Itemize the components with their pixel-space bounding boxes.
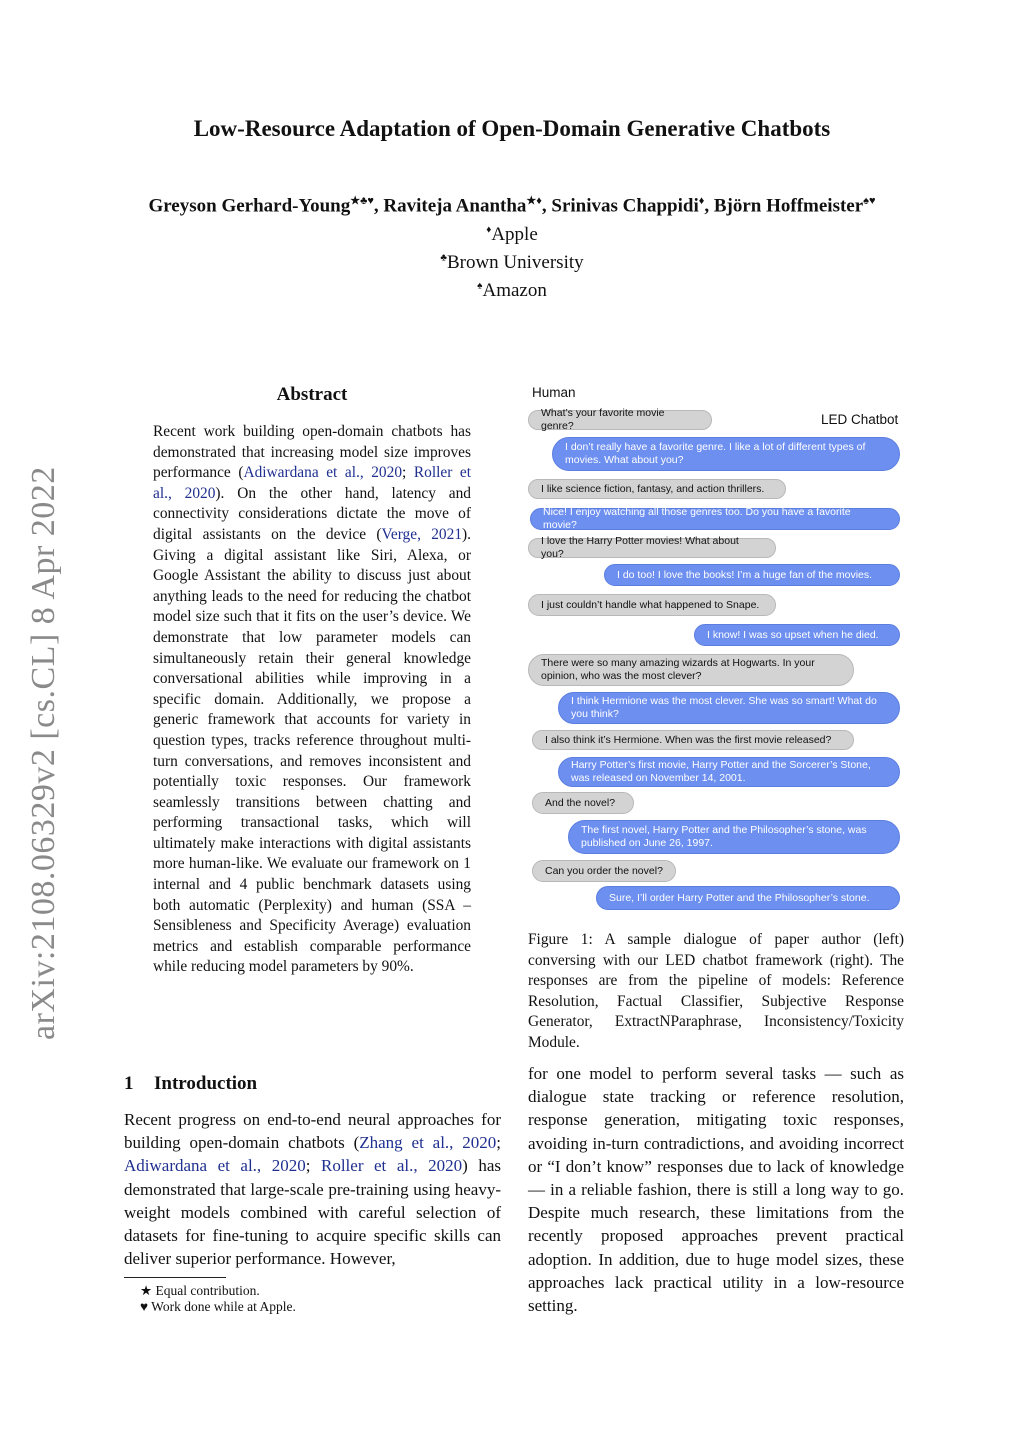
chat-message-human: What’s your favorite movie genre? <box>528 410 712 430</box>
citation-link[interactable]: Zhang et al., 2020 <box>359 1133 497 1153</box>
affiliation-apple: ♦Apple <box>486 224 538 245</box>
abstract-heading: Abstract <box>276 384 348 405</box>
chat-message-bot: Harry Potter’s first movie, Harry Potter and the Sorcerer’s Stone, was released on November 14, 2001. <box>558 757 900 787</box>
citation-link[interactable]: Adiwardana et al., 2020 <box>243 464 403 482</box>
introduction-continuation: for one model to perform several tasks — such as dialogue state tracking or reference resolution, response generation, mitigating toxic responses, avoiding in-turn contradictions, and avoiding incorrect or “I don’t know” responses due to lack of knowledge — in a reliable fashion, there is still a long way to go. Despite much research, these limitations from the recently proposed approaches prevent practical adoption. In addition, due to huge model sizes, these approaches lack practical utility in a low-resource setting. <box>528 1064 904 1316</box>
section-heading: 1 Introduction <box>124 1073 258 1094</box>
chat-message-bot: The first novel, Harry Potter and the Philosopher’s stone, was published on June 26, 1997. <box>568 820 900 854</box>
chat-message-human: There were so many amazing wizards at Hogwarts. In your opinion, who was the most clever? <box>528 654 854 686</box>
chat-message-bot: Sure, I’ll order Harry Potter and the Philosopher’s stone. <box>596 886 900 910</box>
footnote-rule <box>124 1277 226 1278</box>
chat-message-bot: I know! I was so upset when he died. <box>694 624 900 646</box>
chat-message-human: I just couldn’t handle what happened to Snape. <box>528 594 776 616</box>
bot-label: LED Chatbot <box>821 412 899 427</box>
author-marks: ★♣♥ <box>350 195 374 207</box>
citation-link[interactable]: Roller et al., 2020 <box>320 1156 463 1176</box>
chat-message-bot: I do too! I love the books! I’m a huge fan of the movies. <box>604 564 900 586</box>
citation-link[interactable]: Roller et al., 2020 <box>153 464 472 502</box>
abstract-text: Recent work building open-domain chatbots has demonstrated that increasing model size improves performance (Adiwardana et al., 2020; Roller et al., 2020). On the other hand, latency and connectivity considerations dictate the move of digital assistants on the device (Verge, 2021). Giving a digital assistant like Siri, Alexa, or Google Assistant the ability to discuss just about anything leads to the need for reducing the chatbot model size such that it fits on the user’s device. We demonstrate that low parameter models can simultaneously retain their general knowledge conversational abilities while improving in a specific domain. Additionally, we propose a generic framework that accounts for variety in question types, tracks reference throughout multi-turn conversations, and removes inconsistent and potentially toxic responses. Our framework seamlessly transitions between chatting and performing transactional tasks, which will ultimately make interactions with digital assistants more human-like. We evaluate our framework on 1 internal and 4 public benchmark datasets using both automatic (Perplexity) and human (SSA – Sensibleness and Specificity Average) evaluation metrics and establish comparable performance while reducing model parameters by 90%. <box>153 423 472 976</box>
chat-message-human: I like science fiction, fantasy, and action thrillers. <box>528 479 786 499</box>
human-label: Human <box>532 385 576 400</box>
affiliation-brown: ♣Brown University <box>440 252 584 273</box>
arxiv-stamp: arXiv:2108.06329v2 [cs.CL] 8 Apr 2022 <box>25 466 62 1040</box>
author-name: Greyson Gerhard-Young <box>148 195 351 217</box>
chat-message-human: I also think it’s Hermione. When was the first movie released? <box>532 730 854 750</box>
chat-message-human: I love the Harry Potter movies! What about you? <box>528 538 776 558</box>
footnote: ♥ Work done while at Apple. <box>140 1299 296 1314</box>
section-number: 1 <box>124 1073 134 1094</box>
chat-message-bot: Nice! I enjoy watching all those genres too. Do you have a favorite movie? <box>530 508 900 530</box>
author-name: Srinivas Chappidi <box>551 195 699 217</box>
chat-message-human: And the novel? <box>532 792 634 814</box>
author-name: Björn Hoffmeister <box>713 195 864 217</box>
affiliation-amazon: ♠Amazon <box>477 280 547 301</box>
chat-message-bot: I think Hermione was the most clever. She was so smart! What do you think? <box>558 692 900 724</box>
figure-caption: Figure 1: A sample dialogue of paper author (left) conversing with our LED chatbot framework (right). The responses are from the pipeline of models: Reference Resolution, Factual Classifier, Subjective Response Generator, ExtractNParaphrase, Inconsistency/Toxicity Module. <box>528 931 904 1051</box>
footnote: ★ Equal contribution. <box>140 1283 260 1298</box>
citation-link[interactable]: Adiwardana et al., 2020 <box>124 1156 306 1176</box>
author-name: Raviteja Anantha <box>383 195 527 217</box>
citation-link[interactable]: Verge, 2021 <box>381 525 463 543</box>
paper-title: Low-Resource Adaptation of Open-Domain Generative Chatbots <box>193 116 831 141</box>
author-marks: ♠♥ <box>863 195 876 207</box>
author-marks: ♦ <box>698 195 705 207</box>
author-marks: ★♦ <box>526 195 542 207</box>
author-list: Greyson Gerhard-Young★♣♥, Raviteja Anantha★♦, Srinivas Chappidi♦, Björn Hoffmeister♠♥ <box>148 195 876 217</box>
introduction-text: Recent progress on end-to-end neural approaches for building open-domain chatbots (Zhang et al., 2020; Adiwardana et al., 2020; Roller et al., 2020) has demonstrated that large-scale pre-training using heavy-weight models combined with careful selection of datasets for fine-tuning to acquire specific skills can deliver superior performance. However, <box>124 1110 502 1269</box>
chat-message-bot: I don’t really have a favorite genre. I like a lot of different types of movies. What about you? <box>552 437 900 471</box>
chat-message-human: Can you order the novel? <box>532 860 676 882</box>
